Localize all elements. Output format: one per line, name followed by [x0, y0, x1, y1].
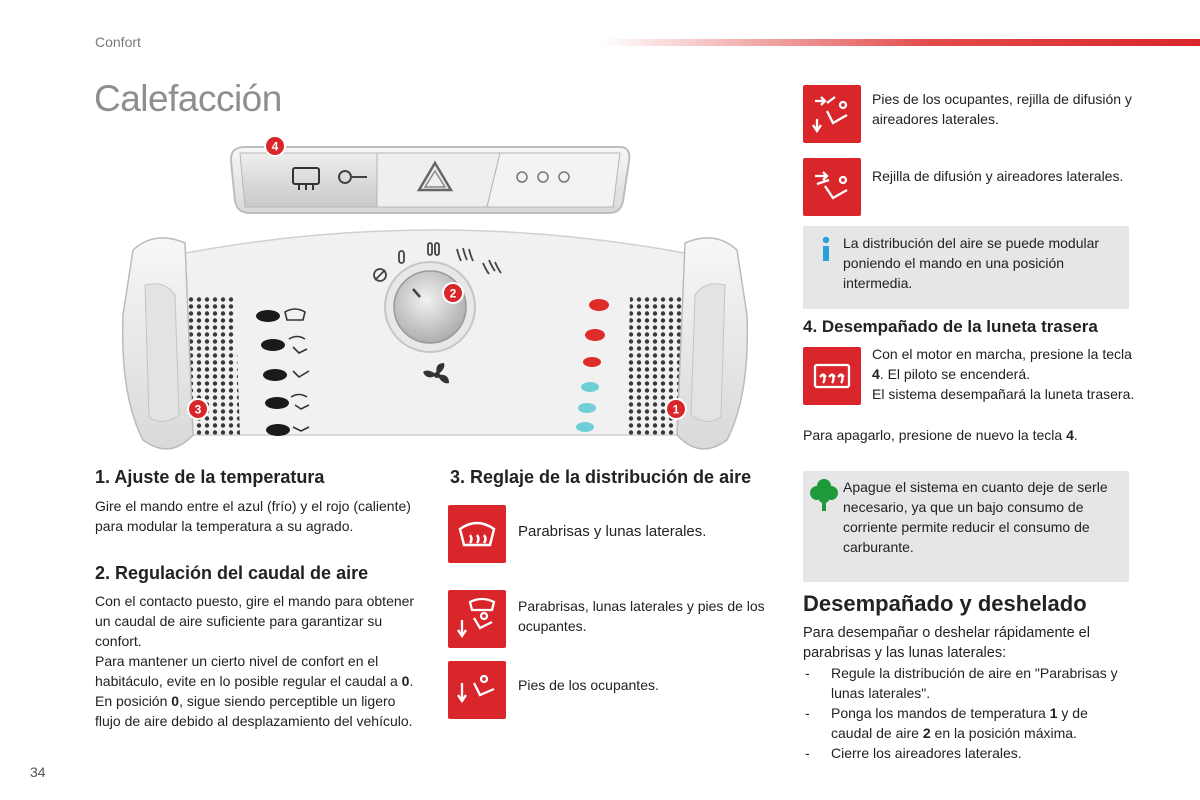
windshield-feet-icon: [448, 590, 506, 648]
distribution-item-2-label: Parabrisas, lunas laterales y pies de los ocupantes.: [518, 598, 765, 634]
defog-steps: [803, 663, 1123, 763]
svg-text:1: 1: [672, 402, 680, 417]
section-4-p3: Para apagarlo, presione de nuevo la tecla 4.: [803, 427, 1078, 443]
tree-icon: [809, 477, 839, 513]
eco-note-text: Apague el sistema en cuanto deje de serle necesario, ya que un bajo consumo de corriente permite reducir el consumo de carburante.: [843, 479, 1108, 555]
section-3-title: 3. Reglaje de la distribución de aire: [450, 467, 752, 487]
feet-vents-icon: [803, 85, 861, 143]
svg-text:4: 4: [271, 139, 279, 154]
section-4-title: 4. Desempañado de la luneta trasera: [803, 317, 1098, 336]
section-2-p1: Con el contacto puesto, gire el mando para obtener un caudal de aire suficiente para garantizar su confort.: [95, 593, 415, 649]
distribution-item-3-label: Pies de los ocupantes.: [518, 677, 659, 693]
info-note: [803, 226, 1129, 309]
distribution-item-4-label: Pies de los ocupantes, rejilla de difusión y aireadores laterales.: [872, 91, 1132, 127]
section-2-title: 2. Regulación del caudal de aire: [95, 563, 369, 583]
section-1-body: Gire el mando entre el azul (frío) y el rojo (caliente) para modular la temperatura a su agrado.: [95, 498, 411, 534]
info-note-text: La distribución del aire se puede modular poniendo el mando en una posición intermedia.: [843, 235, 1100, 291]
distribution-item-1-label: Parabrisas y lunas laterales.: [518, 523, 707, 540]
section-1-title: 1. Ajuste de la temperatura: [95, 467, 325, 487]
distribution-item-5-label: Rejilla de difusión y aireadores laterales.: [872, 168, 1124, 184]
defog-intro: Para desempañar o deshelar rápidamente el parabrisas y las lunas laterales:: [803, 625, 1090, 661]
defog-step-3: - Cierre los aireadores laterales.: [803, 743, 1123, 763]
switch-strip: [231, 147, 629, 213]
callout-4-marker: [265, 136, 285, 156]
svg-text:3: 3: [194, 402, 202, 417]
section-label: Confort: [95, 34, 141, 50]
heater-control-illustration: [115, 135, 755, 460]
rear-defog-icon: [803, 347, 861, 405]
section-4-p1: Con el motor en marcha, presione la tecla 4. El piloto se encenderá.: [872, 346, 1132, 382]
header-accent-bar: [600, 39, 1200, 46]
page-number: 34: [30, 764, 46, 780]
page-title: Calefacción: [94, 78, 282, 119]
defog-step-1: - Regule la distribución de aire en "Parabrisas y lunas laterales".: [803, 663, 1123, 703]
windshield-defrost-icon: [448, 505, 506, 563]
info-icon: [819, 236, 833, 262]
section-2-p3: En posición 0, sigue siendo perceptible un ligero flujo de aire debido al desplazamiento del vehículo.: [95, 693, 413, 729]
feet-icon: [448, 661, 506, 719]
callout-2-marker: [443, 283, 463, 303]
defog-title: Desempañado y deshelado: [803, 591, 1087, 616]
svg-text:2: 2: [449, 286, 457, 301]
section-2-p2: Para mantener un cierto nivel de confort en el habitáculo, evite en lo posible regular el caudal a 0.: [95, 653, 414, 689]
eco-note: [803, 471, 1129, 582]
face-vents-icon: [803, 158, 861, 216]
callout-3-marker: [188, 399, 208, 419]
section-4-p2: El sistema desempañará la luneta trasera.: [872, 386, 1135, 402]
callout-1-marker: [666, 399, 686, 419]
section-4-body: [872, 344, 1136, 404]
section-2-body: [95, 591, 417, 731]
defog-step-2: - Ponga los mandos de temperatura 1 y de caudal de aire 2 en la posición máxima.: [803, 703, 1123, 743]
control-panel: [123, 230, 748, 449]
